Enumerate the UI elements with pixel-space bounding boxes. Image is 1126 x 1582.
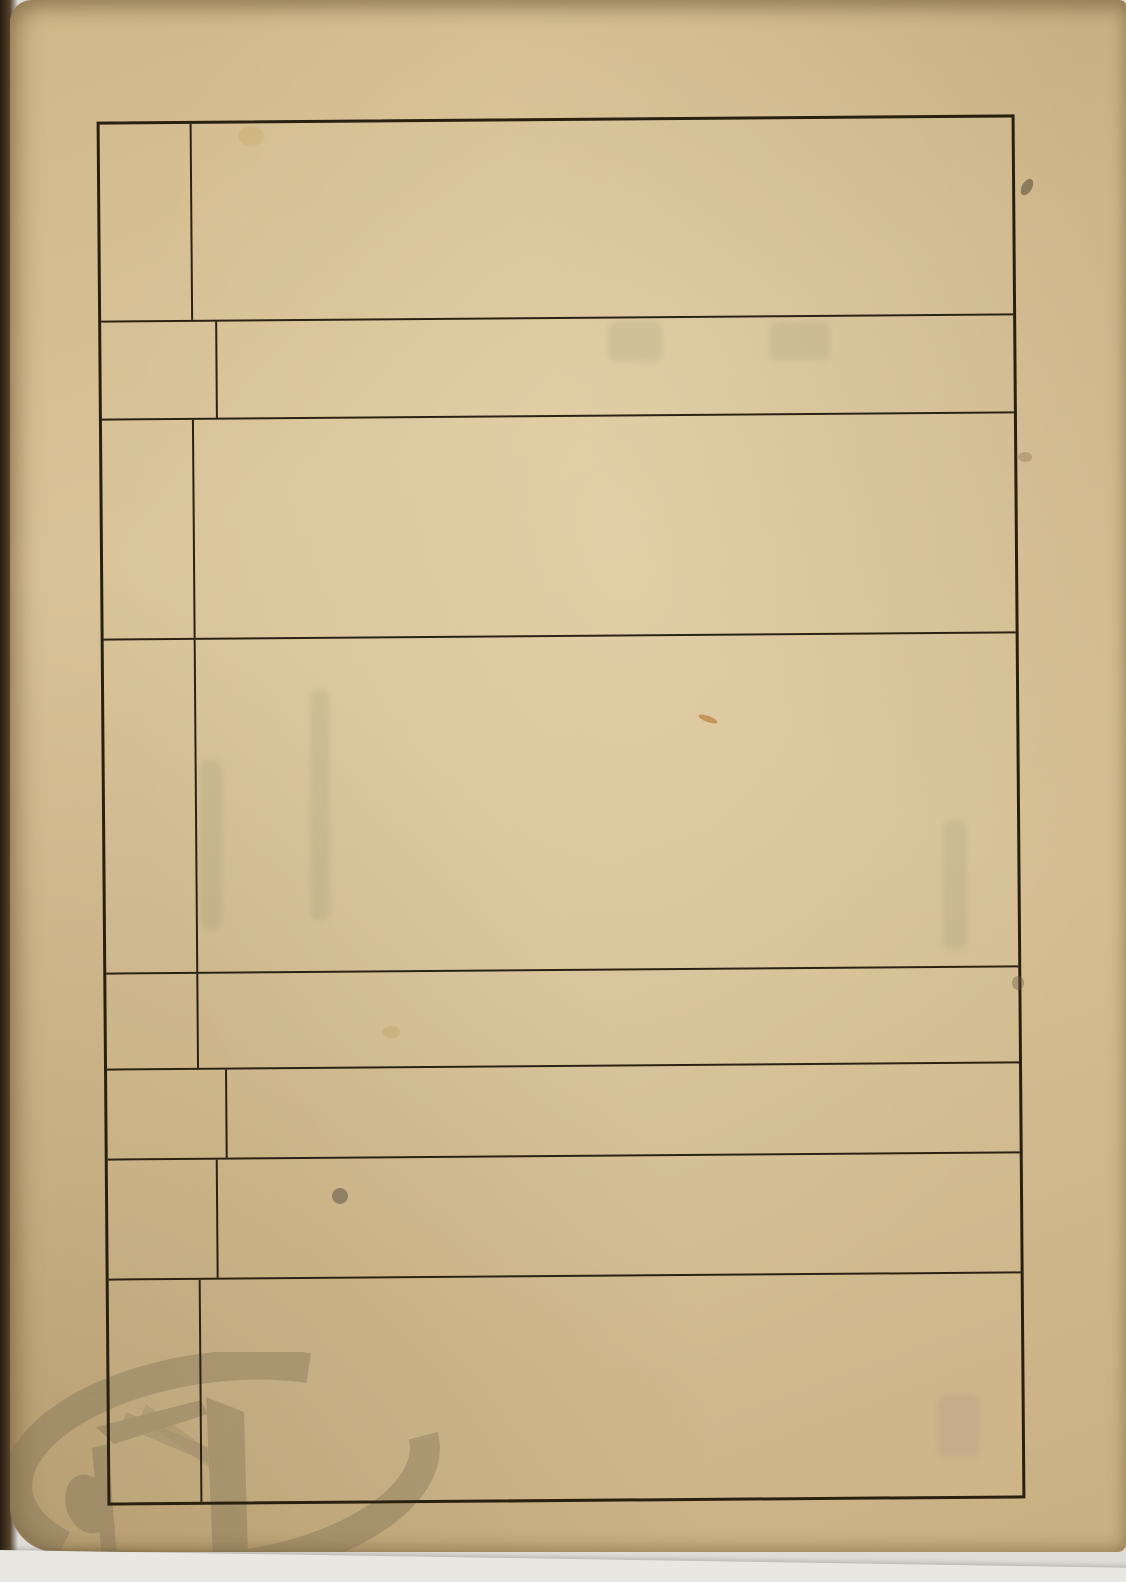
- header-case-title: [104, 640, 199, 973]
- ink-bleed-ghost: [310, 690, 330, 920]
- item-count-cells: [198, 967, 1019, 1067]
- header-item-count: [106, 974, 199, 1069]
- row-attachments: [107, 1063, 1020, 1160]
- registration-cells: [192, 117, 1014, 319]
- row-registration-no: [100, 117, 1014, 322]
- row-remarks: [109, 1273, 1023, 1502]
- header-national-history: [108, 1160, 219, 1279]
- stain: [1012, 976, 1024, 990]
- row-class-volume: [101, 315, 1014, 420]
- ink-bleed-ghost: [938, 1395, 980, 1457]
- header-date-range: [102, 420, 196, 639]
- stain: [332, 1188, 348, 1204]
- stain: [238, 126, 264, 146]
- ink-bleed-ghost: [943, 820, 967, 950]
- header-registration-no: [100, 124, 194, 321]
- side-title: [28, 250, 106, 384]
- history-cells: [218, 1153, 1021, 1277]
- paper-sheet: [10, 0, 1126, 1552]
- header-remarks: [109, 1280, 203, 1503]
- row-date-range: [102, 413, 1016, 640]
- header-class-volume: [101, 322, 218, 419]
- header-attachments: [107, 1070, 228, 1159]
- stain: [1018, 177, 1036, 198]
- row-item-count: [106, 967, 1019, 1070]
- ink-bleed-ghost: [770, 322, 830, 360]
- ink-bleed-ghost: [608, 322, 662, 362]
- ink-bleed-ghost: [200, 760, 222, 930]
- registry-table: [97, 114, 1026, 1505]
- stain: [1018, 452, 1032, 462]
- row-case-title: [104, 633, 1019, 974]
- scan-bottom-strip: [0, 1550, 1126, 1582]
- remark-cells: [201, 1273, 1023, 1501]
- attachment-cells: [227, 1063, 1020, 1157]
- row-national-history: [108, 1153, 1021, 1280]
- stain: [382, 1026, 400, 1038]
- date-cells: [194, 413, 1016, 637]
